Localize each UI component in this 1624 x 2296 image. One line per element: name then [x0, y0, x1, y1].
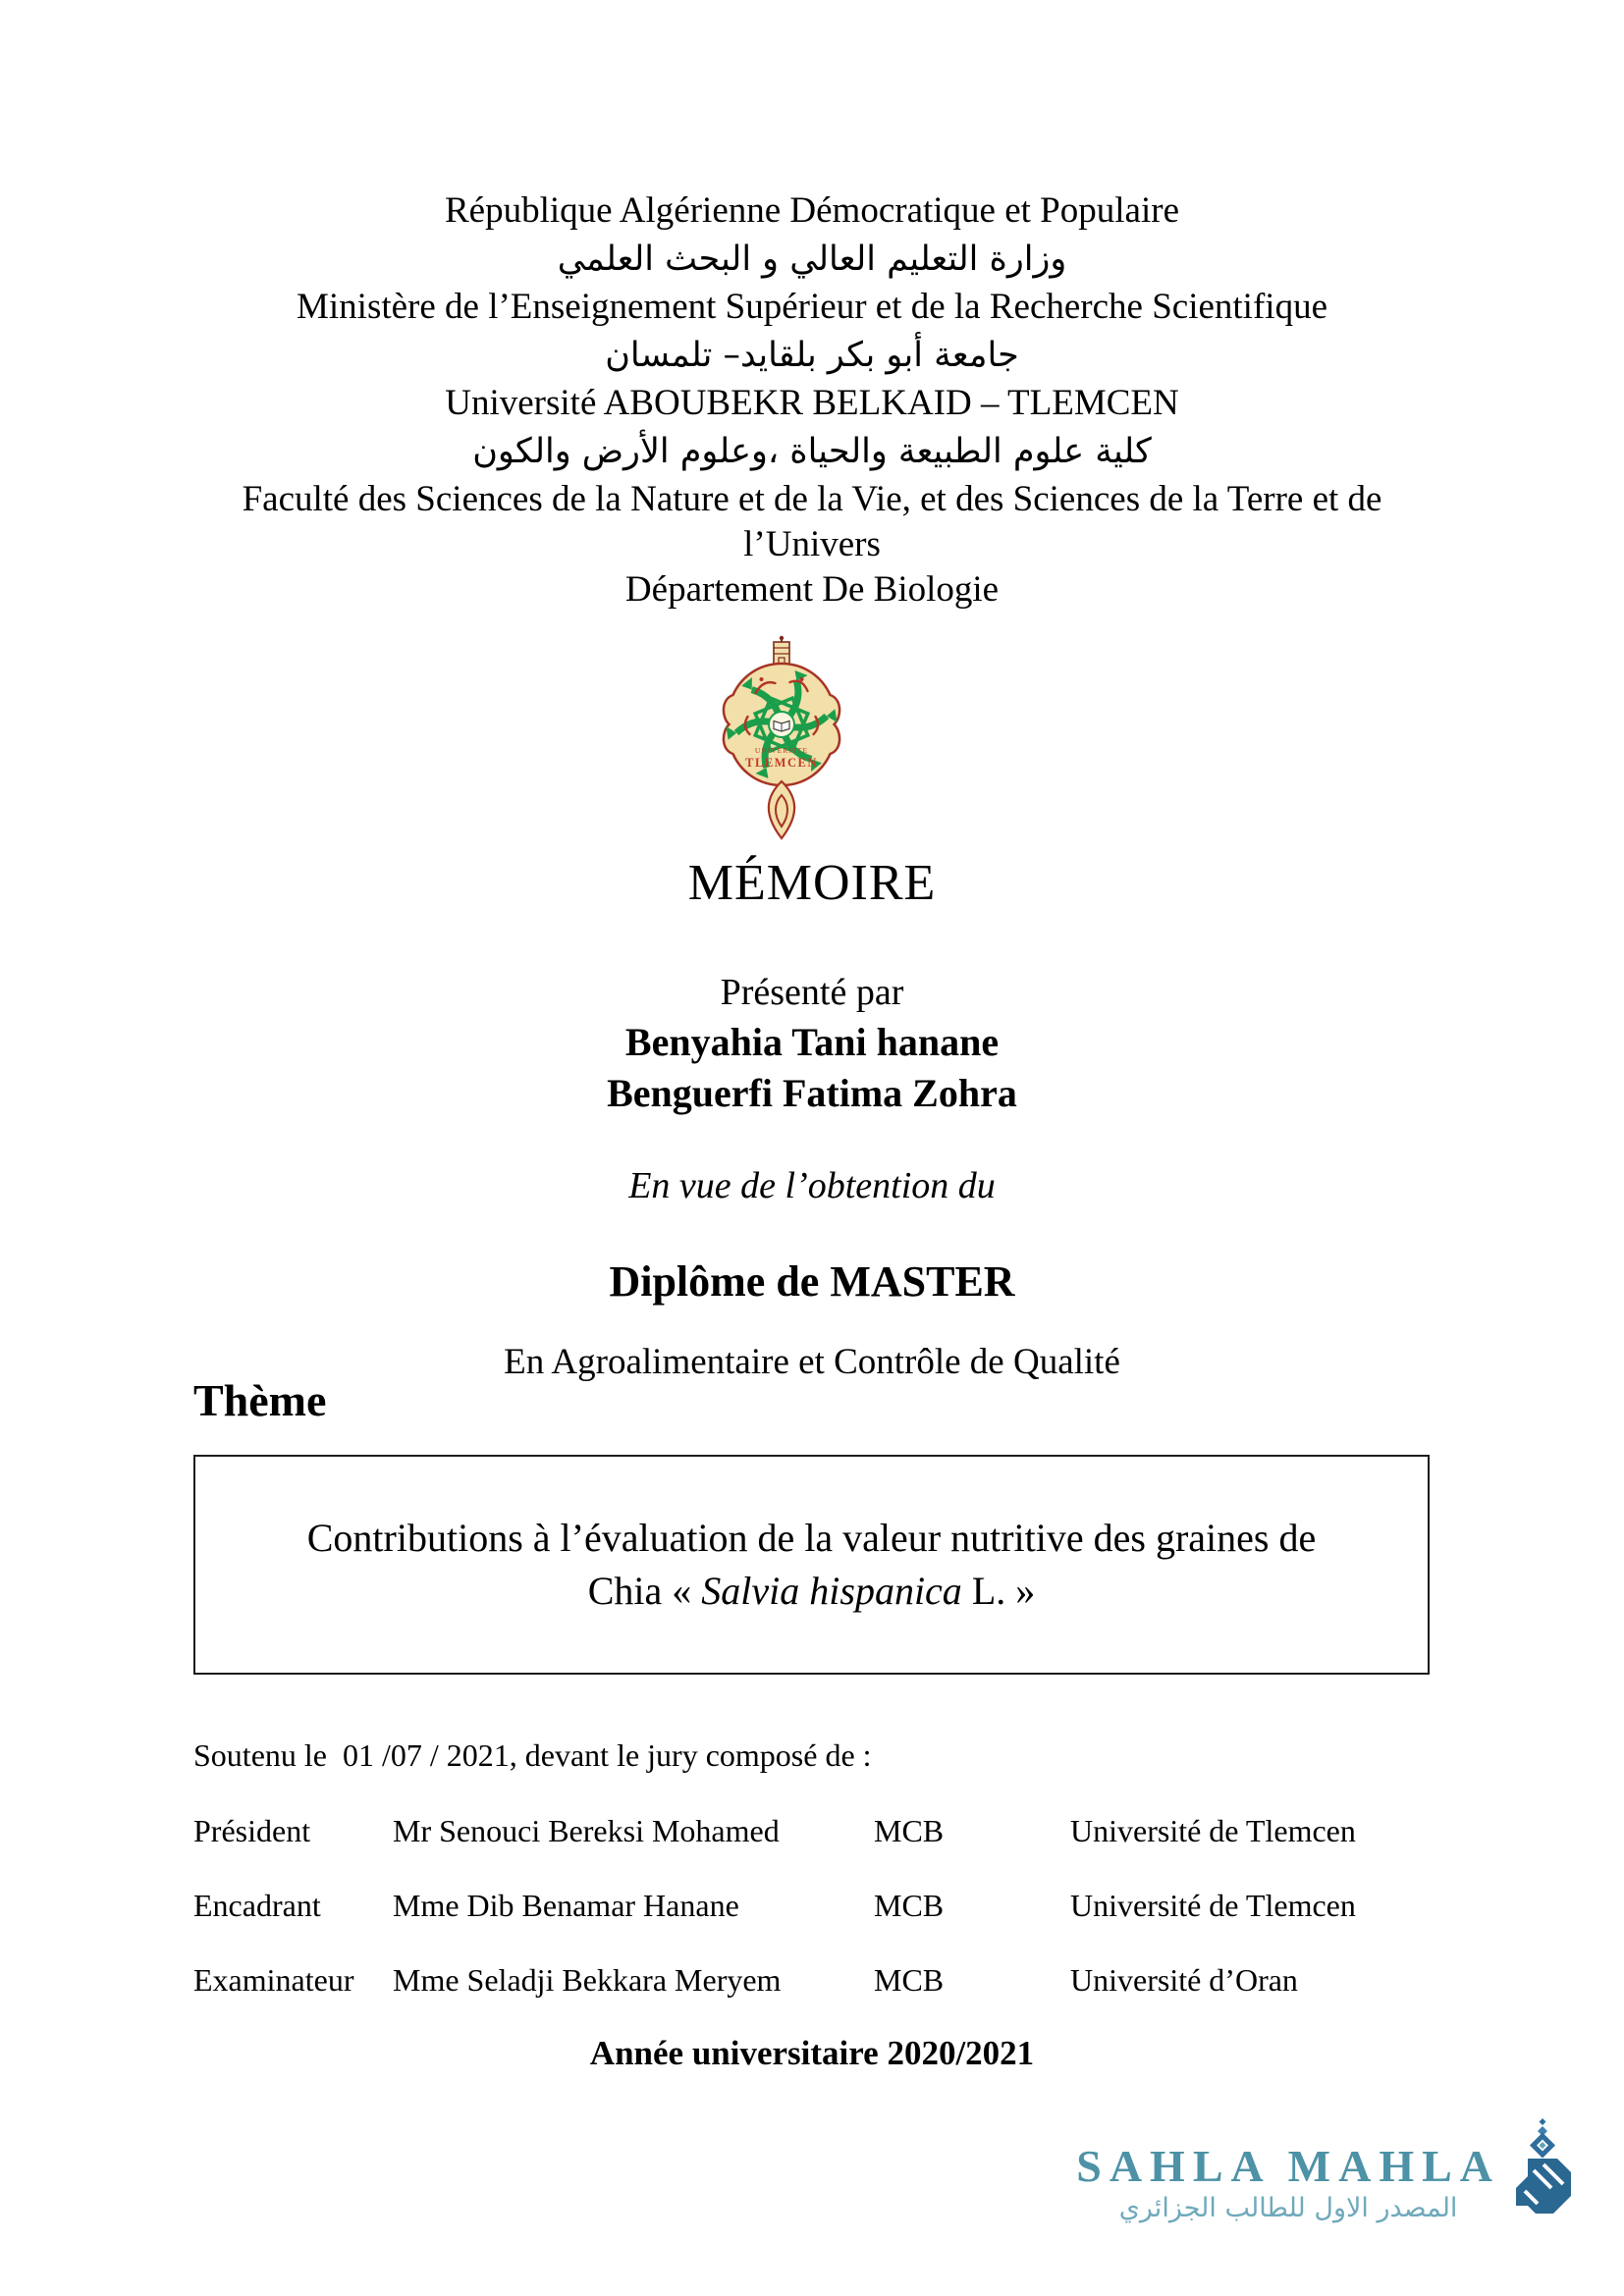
jury-name: Mme Dib Benamar Hanane	[393, 1888, 739, 1923]
thesis-title-line-2	[195, 1565, 1428, 1618]
thesis-title-species-italic: Salvia hispanica	[701, 1569, 962, 1613]
presented-by-block	[0, 968, 1624, 1119]
jury-university: Université d’Oran	[1070, 1962, 1298, 1998]
faculty-line-fr-2: l’Univers	[743, 524, 881, 564]
document-type-title: MÉMOIRE	[687, 855, 937, 911]
jury-role: Encadrant	[193, 1888, 321, 1923]
sahla-mahla-name: SAHLA MAHLA	[1076, 2141, 1500, 2191]
jury-university: Université de Tlemcen	[1070, 1813, 1356, 1848]
university-line-ar: جامعة أبو بكر بلقايد– تلمسان	[605, 336, 1019, 375]
jury-table	[193, 1811, 1356, 2000]
jury-name: Mme Seladji Bekkara Meryem	[393, 1962, 782, 1998]
sahla-mahla-logo-icon	[1508, 2118, 1577, 2228]
jury-university: Université de Tlemcen	[1070, 1888, 1356, 1923]
republic-line: République Algérienne Démocratique et Populaire	[445, 190, 1179, 231]
jury-name: Mr Senouci Bereksi Mohamed	[393, 1813, 780, 1848]
sahla-mahla-branding	[1076, 2118, 1577, 2228]
thesis-title-line2-prefix: Chia «	[587, 1569, 702, 1613]
ministry-line-ar: وزارة التعليم العالي و البحث العلمي	[557, 240, 1067, 279]
speciality-line: En Agroalimentaire et Contrôle de Qualité	[504, 1342, 1120, 1382]
sahla-mahla-tagline: المصدر الاول للطالب الجزائري	[1118, 2193, 1458, 2223]
department-line: Département De Biologie	[624, 569, 1000, 610]
university-line-fr: Université ABOUBEKR BELKAID – TLEMCEN	[445, 383, 1179, 423]
purpose-line: En vue de l’obtention du	[628, 1165, 996, 1206]
author-name-2: Benguerfi Fatima Zohra	[607, 1071, 1017, 1115]
academic-year: Année universitaire 2020/2021	[589, 2034, 1035, 2072]
defense-date-line: Soutenu le 01 /07 / 2021, devant le jury composé de :	[193, 1737, 872, 1773]
university-tlemcen-logo	[711, 634, 853, 847]
university-emblem-icon	[711, 634, 853, 842]
presented-by-label: Présenté par	[720, 972, 904, 1013]
jury-grade: MCB	[874, 1962, 945, 1998]
institution-header	[0, 188, 1624, 613]
jury-role: Examinateur	[193, 1962, 354, 1998]
faculty-line-fr-1: Faculté des Sciences de la Nature et de la Vie, et des Sciences de la Terre et de	[242, 479, 1382, 519]
jury-grade: MCB	[874, 1813, 945, 1848]
emblem-universite-label: UNIVERSITE	[754, 746, 809, 755]
thesis-title-line-1: Contributions à l’évaluation de la valeur nutritive des graines de	[306, 1516, 1317, 1560]
thesis-title-line2-suffix: L. »	[961, 1569, 1036, 1613]
jury-role: Président	[193, 1813, 311, 1848]
thesis-title-box	[193, 1455, 1430, 1675]
faculty-line-ar: كلية علوم الطبيعة والحياة ،وعلوم الأرض والكون	[472, 432, 1152, 471]
jury-grade: MCB	[874, 1888, 945, 1923]
degree-title: Diplôme de MASTER	[609, 1257, 1015, 1306]
theme-heading: Thème	[193, 1375, 327, 1425]
ministry-line-fr: Ministère de l’Enseignement Supérieur et de la Recherche Scientifique	[296, 287, 1327, 327]
emblem-tlemcen-label: TLEMCEN	[745, 756, 818, 770]
author-name-1: Benyahia Tani hanane	[624, 1020, 1000, 1064]
sahla-mahla-text	[1076, 2118, 1500, 2228]
